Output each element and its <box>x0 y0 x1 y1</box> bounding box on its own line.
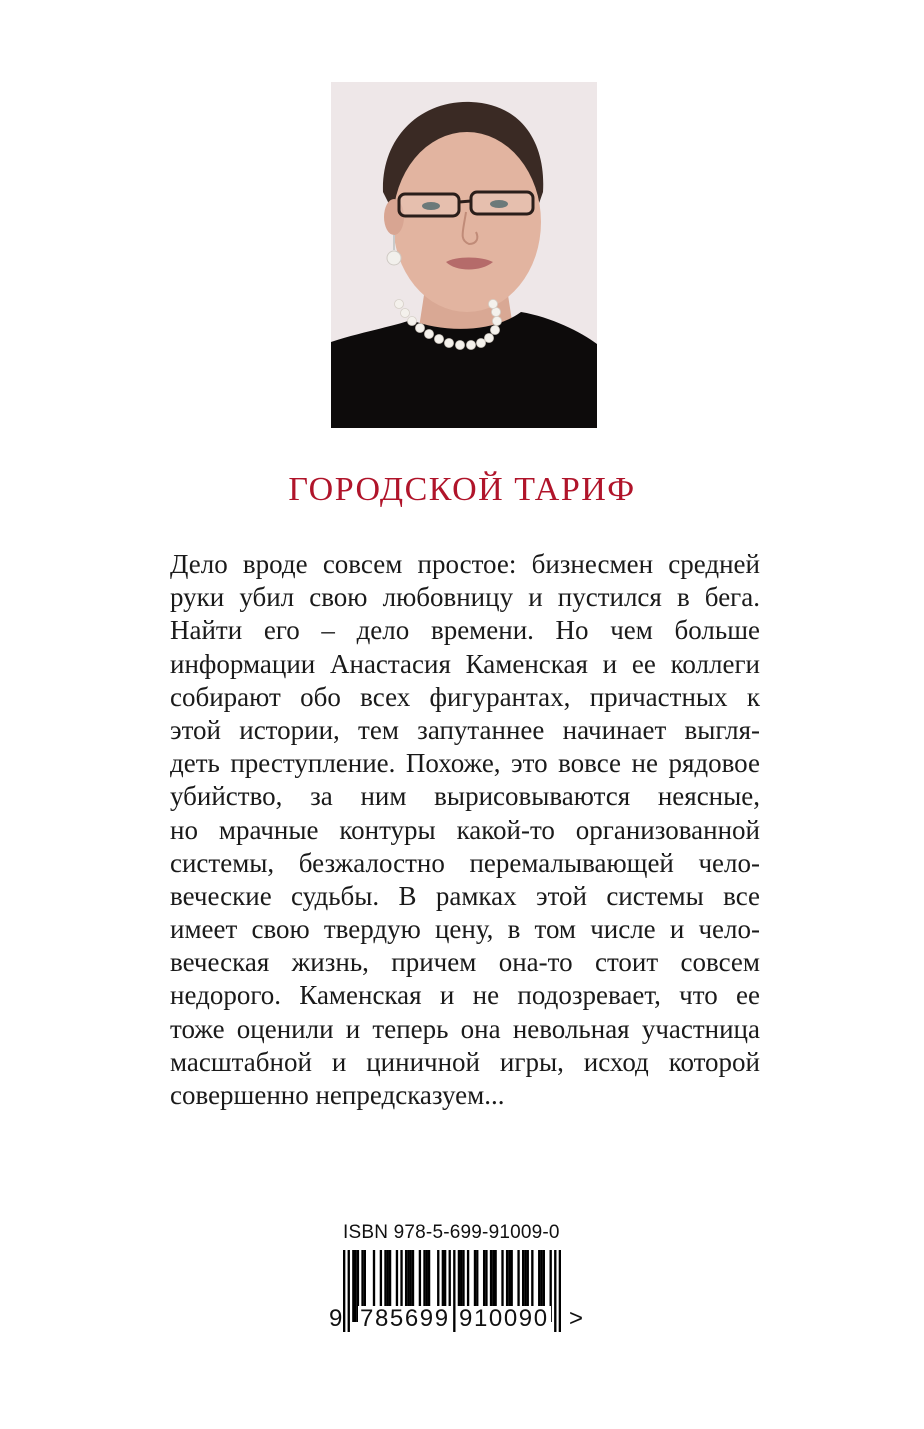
blurb-line: масштабной и циничной игры, исход которой <box>170 1046 760 1077</box>
barcode-quiet-zone-marker: > <box>569 1305 584 1332</box>
blurb-line: веческие судьбы. В рамках этой системы все <box>170 880 760 911</box>
barcode-digit-lead: 9 <box>329 1305 343 1332</box>
barcode-digits-left: 785699 <box>360 1305 450 1332</box>
blurb-line: системы, безжалостно перемалывающей чело- <box>170 847 760 878</box>
book-blurb <box>170 548 760 1112</box>
portrait-illustration <box>331 82 597 428</box>
blurb-line: деть преступление. Похоже, это вовсе не рядовое <box>170 748 760 779</box>
blurb-line: тоже оценили и теперь она невольная участница <box>170 1013 760 1044</box>
blurb-line: Найти его – дело времени. Но чем больше <box>170 615 760 646</box>
barcode-digits-right: 910090 <box>459 1305 549 1332</box>
book-title: ГОРОДСКОЙ ТАРИФ <box>288 471 636 508</box>
blurb-line: имеет свою твердую цену, в том числе и чело- <box>170 914 760 945</box>
blurb-line: но мрачные контуры какой-то организованной <box>170 814 760 845</box>
blurb-line: Дело вроде совсем простое: бизнесмен средней <box>170 549 760 579</box>
blurb-line: информации Анастасия Каменская и ее коллеги <box>170 648 760 679</box>
blurb-line: убийство, за ним вырисовываются неясные, <box>170 781 760 812</box>
blurb-line: руки убил свою любовницу и пустился в бега. <box>170 582 760 613</box>
blurb-line: собирают обо всех фигурантах, причастных к <box>170 681 760 712</box>
blurb-line: совершенно непредсказуем... <box>170 1080 505 1110</box>
author-photo <box>331 82 597 428</box>
blurb-line: веческая жизнь, причем она-то стоит совсем <box>170 947 760 978</box>
isbn-barcode <box>329 1222 595 1342</box>
blurb-line: недорого. Каменская и не подозревает, что ее <box>170 980 760 1011</box>
blurb-line: этой истории, тем запутаннее начинает выгля- <box>170 714 760 745</box>
isbn-label: ISBN 978-5-699-91009-0 <box>343 1222 560 1243</box>
